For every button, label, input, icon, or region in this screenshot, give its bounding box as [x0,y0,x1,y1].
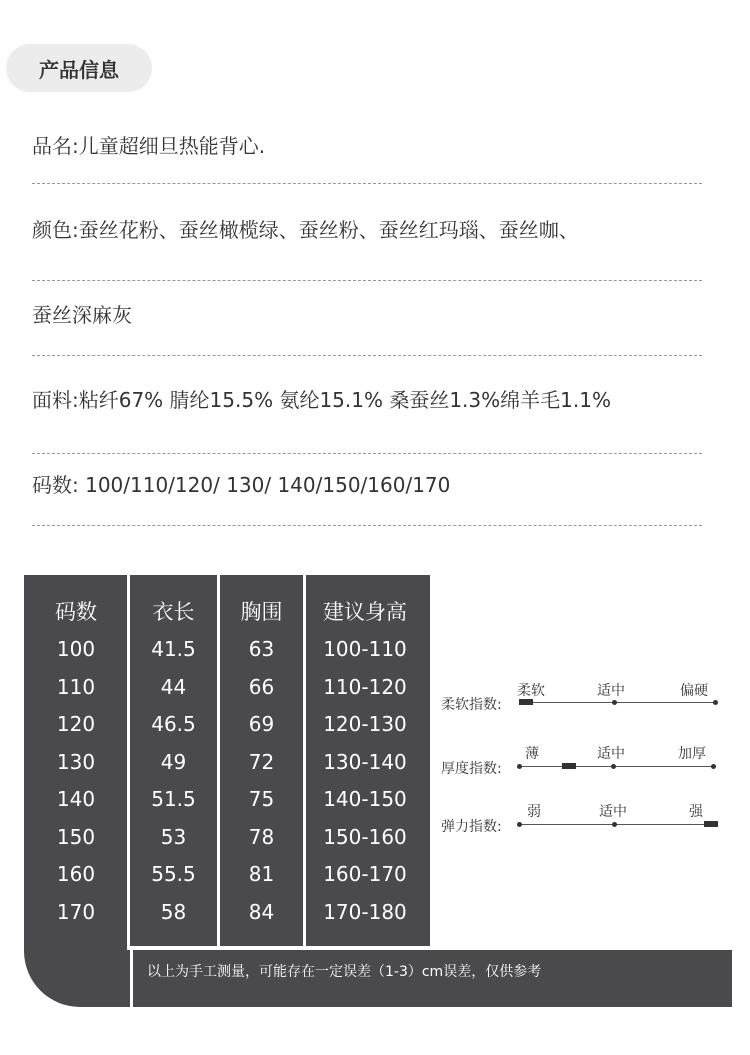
elasticity-level-medium: 适中 [599,804,627,820]
softness-level-soft: 柔软 [517,683,545,699]
table-cell: 51.5 [151,787,196,811]
table-cell: 170-180 [323,899,407,924]
table-cell: 100 [56,637,96,661]
size-column [30,594,122,931]
table-cell: 110-120 [323,674,407,699]
table-cell: 100-110 [323,637,407,661]
table-header: 胸围 [240,600,283,624]
table-cell: 160-170 [323,862,407,886]
table-cell: 140 [56,787,96,811]
thickness-index-label: 厚度指数: [441,761,502,777]
thickness-level-medium: 适中 [597,746,625,762]
scale-dot [517,822,522,827]
scale-dot [517,764,522,769]
elasticity-level-weak: 弱 [527,804,541,820]
divider [32,183,702,184]
table-cell: 53 [160,824,187,849]
softness-marker [519,699,533,705]
table-cell: 150 [56,824,96,849]
product-sizes: 码数: 100/110/120/ 130/ 140/150/160/170 [32,473,451,497]
chest-column [220,594,303,931]
table-cell: 78 [248,824,275,849]
thickness-level-thin: 薄 [525,746,539,762]
length-column [130,594,217,931]
table-header: 建议身高 [323,600,407,624]
thickness-marker [562,763,576,769]
table-cell: 130 [56,749,96,774]
table-cell: 84 [248,899,275,924]
softness-level-hard: 偏硬 [680,683,708,699]
table-cell: 55.5 [151,862,196,886]
table-cell: 140-150 [323,787,407,811]
product-name: 品名:儿童超细旦热能背心. [32,134,266,158]
softness-index-label: 柔软指数: [441,697,502,713]
measurement-note: 以上为手工测量，可能存在一定误差（1-3）cm误差，仅供参考 [130,950,732,1007]
product-fabric: 面料:粘纤67% 腈纶15.5% 氨纶15.1% 桑蚕丝1.3%绵羊毛1.1% [32,388,611,412]
table-cell: 41.5 [151,637,196,661]
divider [32,525,702,526]
table-cell: 150-160 [323,824,407,849]
table-cell: 120-130 [323,712,407,736]
scale-dot [611,764,616,769]
table-cell: 170 [56,899,96,924]
table-cell: 72 [248,749,275,774]
table-cell: 81 [248,862,275,886]
scale-dot [711,764,716,769]
table-header: 衣长 [152,600,195,624]
product-colors: 颜色:蚕丝花粉、蚕丝橄榄绿、蚕丝粉、蚕丝红玛瑙、蚕丝咖、 [32,218,579,242]
softness-scale [519,702,716,703]
divider [32,355,702,356]
table-cell: 63 [248,637,275,661]
divider [32,280,702,281]
table-cell: 110 [56,674,96,699]
table-cell: 69 [248,712,275,736]
thickness-scale [519,766,716,767]
table-header: 码数 [55,600,97,624]
elasticity-scale [519,824,716,825]
softness-level-medium: 适中 [597,683,625,699]
table-cell: 75 [248,787,275,811]
elasticity-marker [704,821,718,827]
table-cell: 66 [248,674,275,699]
scale-dot [612,700,617,705]
height-column [306,594,424,931]
elasticity-level-strong: 强 [689,804,703,820]
table-cell: 120 [56,712,96,736]
table-cell: 58 [160,899,187,924]
table-cell: 46.5 [151,712,196,736]
divider [32,453,702,454]
scale-dot [612,822,617,827]
scale-dot [713,700,718,705]
thickness-level-thick: 加厚 [678,746,706,762]
section-title: 产品信息 [6,44,152,92]
table-cell: 44 [160,674,187,699]
table-cell: 160 [56,862,96,886]
product-colors-cont: 蚕丝深麻灰 [32,303,132,327]
table-cell: 49 [160,749,187,774]
table-cell: 130-140 [323,749,407,774]
elasticity-index-label: 弹力指数: [441,819,502,835]
